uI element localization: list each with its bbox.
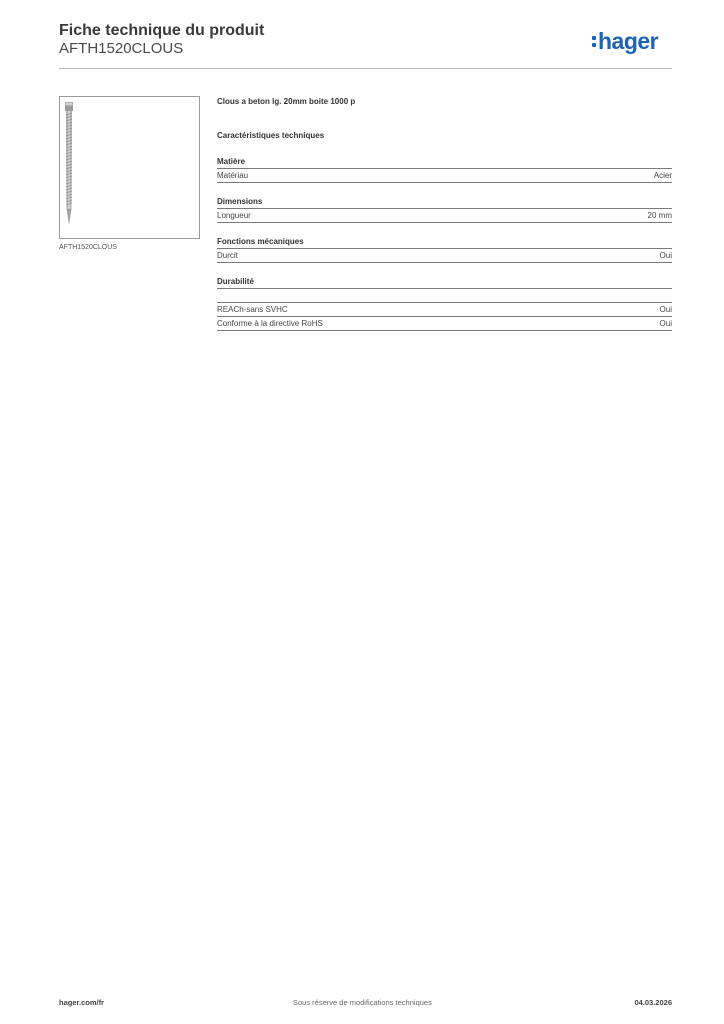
page-footer xyxy=(59,998,672,1010)
spec-group-title: Dimensions xyxy=(217,196,672,209)
spec-group-fonctions-mecaniques xyxy=(217,236,672,263)
spec-value: Oui xyxy=(659,305,672,314)
spec-group-matiere xyxy=(217,156,672,183)
spec-row xyxy=(217,317,672,331)
hager-logo xyxy=(592,26,658,56)
spec-group-title: Fonctions mécaniques xyxy=(217,236,672,249)
spec-row xyxy=(217,249,672,263)
spec-group-durabilite xyxy=(217,276,672,331)
product-description: Clous a beton lg. 20mm boite 1000 p xyxy=(217,97,356,106)
page-title: Fiche technique du produit xyxy=(59,22,265,39)
spec-label: REACh-sans SVHC xyxy=(217,305,288,314)
spec-groups xyxy=(217,156,672,331)
spec-value: 20 mm xyxy=(647,211,672,220)
spec-label: Conforme à la directive RoHS xyxy=(217,319,323,328)
spec-value: Acier xyxy=(653,171,672,180)
header-divider xyxy=(59,68,672,69)
spec-label: Longueur xyxy=(217,211,251,220)
spec-group-title: Durabilité xyxy=(217,276,672,289)
spec-row xyxy=(217,169,672,183)
spec-group-dimensions xyxy=(217,196,672,223)
spec-value: Oui xyxy=(659,319,672,328)
spec-group-title: Matière xyxy=(217,156,672,169)
logo-text: hager xyxy=(598,28,659,54)
spec-label: Matériau xyxy=(217,171,249,180)
image-caption: AFTH1520CLOUS xyxy=(59,244,117,251)
specs-section-title: Caractéristiques techniques xyxy=(217,131,325,140)
spec-row xyxy=(217,302,672,317)
spec-label: Durcit xyxy=(217,251,238,260)
product-image-frame xyxy=(59,96,200,239)
footer-date: 04.03.2026 xyxy=(634,998,672,1007)
spec-row xyxy=(217,209,672,223)
logo-colon-icon xyxy=(592,36,596,47)
product-reference: AFTH1520CLOUS xyxy=(59,40,184,57)
nail-image-icon xyxy=(60,97,201,240)
footer-website: hager.com/fr xyxy=(59,998,105,1007)
spec-value: Oui xyxy=(659,251,672,260)
footer-notice: Sous réserve de modifications techniques xyxy=(293,998,432,1007)
